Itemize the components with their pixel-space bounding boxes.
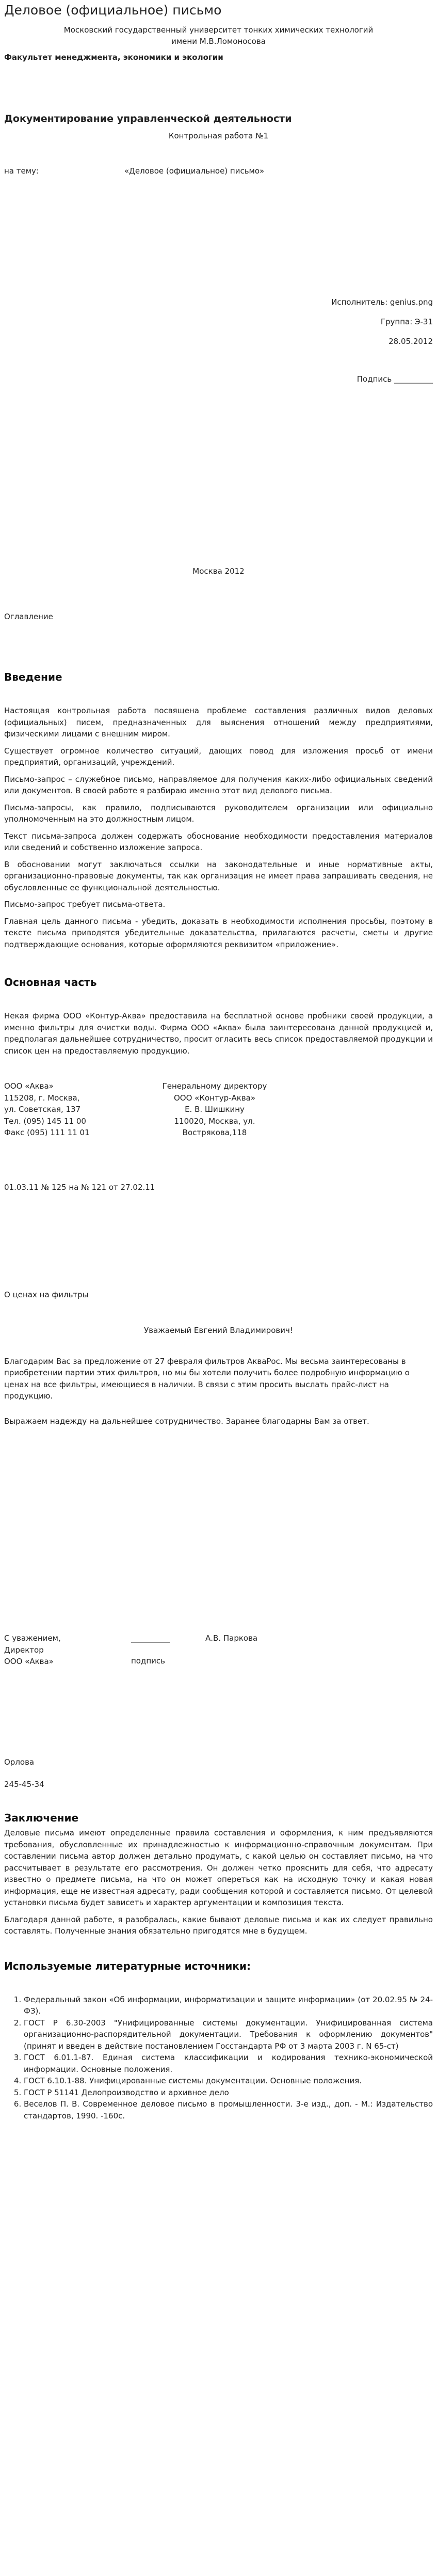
university-name [0, 24, 437, 48]
address-block [4, 1080, 433, 1153]
recipient-block [132, 1080, 297, 1139]
conclusion-paragraph: Благодаря данной работе, я разобралась, какие бывают деловые письма и как их следует правильно составлять. Полученные знания обязательно пригодятся мне в будущем. [4, 1914, 433, 1936]
table-of-contents-label: Оглавление [4, 612, 53, 622]
intro-paragraph: Письмо-запрос требует письма-ответа. [4, 900, 166, 909]
performer-block [0, 292, 437, 352]
signature-blank-line: __________ [131, 1633, 170, 1643]
main-paragraph: Некая фирма ООО «Контур-Аква» предоставила на бесплатной основе пробники своей продукции, а именно фильтры для очистки воды. Фирма ООО «Аква» была заинтересована данной продукцией и, предполагая дальнейшее сотрудничество, просит огласить весь список предоставляемой продукции и список цен на предоставляемую продукцию. [4, 1011, 433, 1056]
signature-block [4, 1632, 433, 1679]
intro-paragraph: Главная цель данного письма - убедить, доказать в необходимости исполнения просьбы, поэтому в тексте письма приводятся убедительные доказательства, прилагаются расчеты, сметы и другие подтверждающие основания, которые оформляются реквизитом «приложение». [4, 916, 433, 949]
letter-paragraph: Выражаем надежду на дальнейшее сотрудничество. Заранее благодарны Вам за ответ. [4, 1416, 369, 1426]
performer-executor: Исполнитель: genius.png [331, 297, 433, 307]
intro-paragraph: Письма-запросы, как правило, подписываются руководителем организации или официально уполномоченным на это должностным лицом. [4, 803, 433, 824]
page-title: Деловое (официальное) письмо [4, 3, 222, 18]
signature-name: А.В. Паркова [205, 1633, 258, 1643]
signature-left [4, 1632, 61, 1668]
intro-paragraph: Настоящая контрольная работа посвящена проблеме составления различных видов деловых (официальных) писем, предназначенных для выяснения отношений между предприятиями, физическими лицами с внешним миром. [4, 706, 433, 739]
university-line-2: имени М.В.Ломоносова [171, 37, 266, 46]
work-number: Контрольная работа №1 [168, 131, 269, 140]
letter-paragraph: Благодарим Вас за предложение от 27 февраля фильтров АкваРос. Мы весьма заинтересованы в приобретении партии этих фильтров, но мы бы хотели получить более подробную информацию о ценах на все фильтры, имеющиеся в наличии. В связи с этим просить выслать прайс-лист на продукцию. [4, 1356, 410, 1401]
letter-subject: О ценах на фильтры [4, 1290, 89, 1300]
topic-row [4, 165, 437, 177]
conclusion-heading: Заключение [4, 1812, 79, 1825]
signature-company: ООО «Аква» [4, 1657, 54, 1667]
intro-heading: Введение [4, 671, 62, 684]
faculty-name: Факультет менеджмента, экономики и экологии [4, 52, 223, 62]
subject-title: Документирование управленческой деятельности [4, 113, 292, 124]
literature-item: 2. ГОСТ Р 6.30-2003 "Унифицированные системы документации. Унифицированная система организационно-распорядительной документации. Требования к оформлению документов" (принят и введен в действие постановлением Госстандарта РФ от 3 марта 2003 г. N 65-ст) [24, 2017, 433, 2052]
literature-item: 4. ГОСТ 6.10.1-88. Унифицированные системы документации. Основные положения. [24, 2075, 433, 2087]
literature-list [0, 1994, 433, 2122]
letter-body [0, 1356, 437, 1427]
conclusion-body [0, 1827, 437, 1937]
signature-position: Директор [4, 1645, 44, 1655]
topic-value: «Деловое (официальное) письмо» [124, 166, 265, 176]
topic-label: на тему: [4, 166, 39, 176]
sender-fax: Факс (095) 111 11 01 [4, 1128, 90, 1138]
main-body [0, 1010, 437, 1057]
literature-item: 5. ГОСТ Р 51141 Делопроизводство и архивное дело [24, 2087, 433, 2099]
contact-block [4, 1756, 437, 1790]
performer-group: Группа: Э-31 [380, 317, 433, 327]
contact-surname: Орлова [4, 1757, 35, 1767]
performer-date: 28.05.2012 [389, 337, 433, 347]
intro-body [0, 705, 437, 950]
literature-heading: Используемые литературные источники: [4, 1959, 251, 1972]
reference-line: 01.03.11 № 125 на № 121 от 27.02.11 [4, 1183, 155, 1192]
university-line-1: Московский государственный университет тонких химических технологий [63, 25, 374, 35]
literature-item: 6. Веселов П. В. Современное деловое письмо в промышленности. 3-е изд., доп. - М.: Издательство стандартов, 1990. -160с. [24, 2098, 433, 2122]
intro-paragraph: Текст письма-запроса должен содержать обоснование необходимости предоставления материалов или сведений и собственно изложение запроса. [4, 831, 433, 853]
contact-phone: 245-45-34 [4, 1779, 44, 1789]
letter-greeting: Уважаемый Евгений Владимирович! [144, 1325, 293, 1335]
signature-respect: С уважением, [4, 1633, 61, 1643]
recipient-person: Е. В. Шишкину [185, 1105, 245, 1114]
signature-sign-label: подпись [131, 1656, 165, 1666]
recipient-address-2: Вострякова,118 [182, 1128, 247, 1138]
literature-item: 3. ГОСТ 6.01.1-87. Единая система классификации и кодирования технико-экономической информации. Основные положения. [24, 2052, 433, 2075]
intro-paragraph: Письмо-запрос – служебное письмо, направляемое для получения каких-либо официальных сведений или документов. В своей работе я разбираю именно этот вид делового письма. [4, 774, 433, 796]
conclusion-paragraph: Деловые письма имеют определенные правила составления и оформления, к ним предъявляются требования, обусловленные их принадлежностью к информационно-справочным документам. При составлении письма автор должен детально продумать, с какой целью он составляет письмо, на что рассчитывает в результате его рассмотрения. Он должен четко прояснить для себя, что адресату известно о предмете письма, на что он может опереться как на исходную точку и какая новая информация, еще не известная адресату, ради сообщения которой и составляется письмо. От целевой установки письма будет зависеть и характер аргументации и композиция текста. [4, 1828, 433, 1908]
recipient-address-1: 110020, Москва, ул. [174, 1116, 255, 1126]
performer-sign: Подпись __________ [357, 374, 433, 384]
intro-paragraph: Существует огромное количество ситуаций, дающих повод для изложения просьб от имени предприятий, организаций, учреждений. [4, 746, 433, 767]
sender-name: ООО «Аква» [4, 1081, 54, 1091]
recipient-position: Генеральному директору [162, 1081, 267, 1091]
recipient-company: ООО «Контур-Аква» [173, 1093, 256, 1103]
sender-phone: Тел. (095) 145 11 00 [4, 1116, 86, 1126]
literature-item: 1. Федеральный закон «Об информации, информатизации и защите информации» (от 20.02.95 № 24-ФЗ). [24, 1994, 433, 2017]
sender-address-1: 115208, г. Москва, [4, 1093, 80, 1103]
intro-paragraph: В обосновании могут заключаться ссылки на законодательные и иные нормативные акты, организационно-правовые документы, так как организация не имеет права запрашивать сведения, не обусловленные ее функциональной деятельностью. [4, 859, 433, 892]
city-year: Москва 2012 [192, 566, 245, 576]
sender-block [4, 1080, 154, 1139]
sender-address-2: ул. Советская, 137 [4, 1105, 81, 1114]
main-heading: Основная часть [4, 976, 97, 989]
